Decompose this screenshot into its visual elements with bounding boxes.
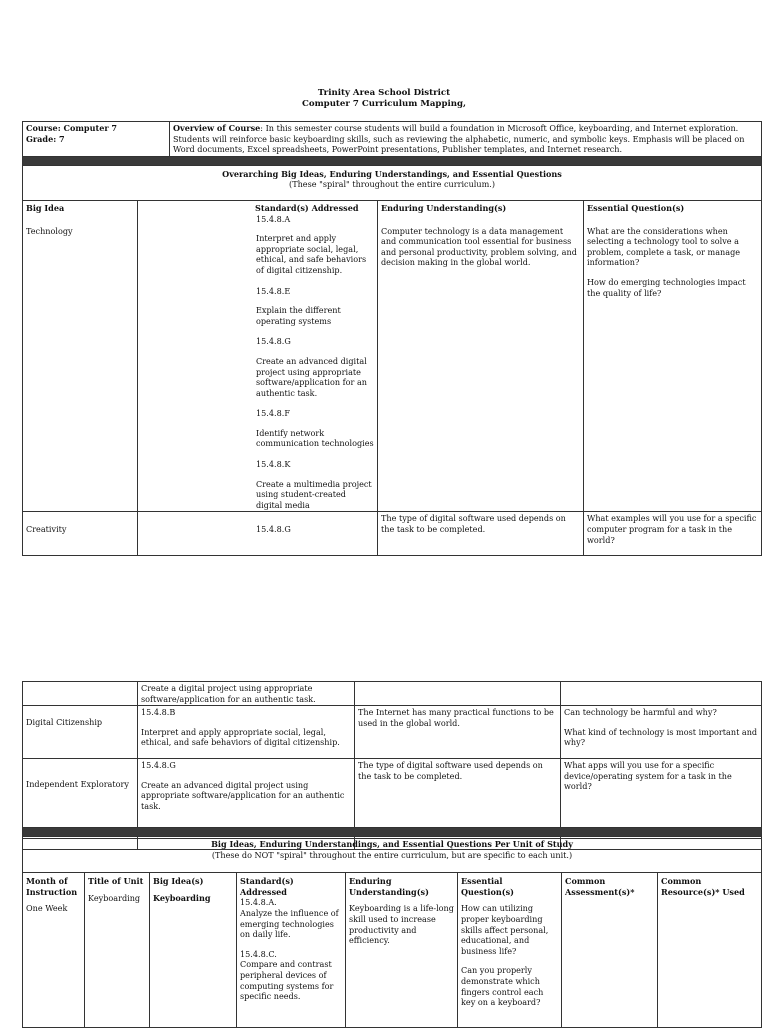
big-idea-digital-citizenship: Digital Citizenship bbox=[23, 706, 138, 759]
unit-title: Keyboarding bbox=[88, 892, 141, 903]
units-row bbox=[23, 873, 762, 1028]
std-code: 15.4.8.F bbox=[256, 408, 290, 419]
big-idea-cell bbox=[23, 200, 138, 511]
overarching-table bbox=[22, 121, 762, 556]
std-text: Interpret and apply appropriate social, legal, ethical, and safe behaviors of digital citizenship. bbox=[256, 233, 367, 275]
question-text: What apps will you use for a specific device/operating system for a task in the world? bbox=[561, 759, 762, 839]
month-cell bbox=[23, 873, 85, 1028]
std-text: Interpret and apply appropriate social, legal, ethical, and safe behaviors of digital citizenship. bbox=[141, 726, 340, 748]
std-text: Create an advanced digital project using appropriate software/application for an authentic task. bbox=[141, 779, 345, 811]
col-enduring: Enduring Understanding(s) bbox=[381, 202, 507, 213]
col-resources: Common Resource(s)* Used bbox=[661, 876, 745, 897]
overview-label: Overview of Course bbox=[173, 123, 261, 133]
course-row bbox=[23, 122, 762, 157]
std-code: 15.4.8.A bbox=[256, 213, 291, 224]
question-text: How can utilizing proper keyboarding skills affect personal, educational, and business life? bbox=[461, 903, 549, 956]
big-idea-technology: Technology bbox=[26, 225, 73, 236]
enduring-cell bbox=[378, 200, 584, 511]
col-assessment: Common Assessment(s)* bbox=[565, 876, 635, 897]
std-text: Create a digital project using appropriate software/application for an authentic task. bbox=[138, 682, 355, 706]
course-overview-cell bbox=[170, 122, 762, 157]
units-subheading: (These do NOT "spiral" throughout the entire curriculum, but are specific to each unit.) bbox=[211, 849, 573, 860]
district-title: Trinity Area School District bbox=[317, 88, 451, 98]
col-standards: Standard(s) Addressed bbox=[255, 202, 359, 213]
std-code: 15.4.8.G bbox=[256, 336, 291, 347]
standards-cell bbox=[237, 873, 346, 1028]
standards-cell bbox=[138, 200, 378, 511]
std-code: 15.4.8.K bbox=[256, 459, 291, 470]
divider-bar bbox=[23, 828, 762, 837]
col-big-idea: Big Idea bbox=[26, 202, 65, 213]
col-standards: Standard(s) Addressed bbox=[240, 876, 294, 897]
technology-row bbox=[23, 200, 762, 511]
empty-cell bbox=[355, 682, 561, 706]
std-code: 15.4.8.B bbox=[141, 707, 176, 718]
std-text: Create a multimedia project using student-created digital media bbox=[256, 478, 372, 510]
question-text: What examples will you use for a specific computer program for a task in the world? bbox=[584, 512, 762, 556]
overarching-heading-row bbox=[23, 165, 762, 200]
units-heading-cell bbox=[23, 837, 762, 873]
question-text: How do emerging technologies impact the quality of life? bbox=[587, 276, 746, 298]
std-code: 15.4.8.G bbox=[138, 512, 378, 556]
col-big-ideas: Big Idea(s) bbox=[153, 876, 204, 887]
std-code: 15.4.8.A. bbox=[240, 897, 277, 908]
col-enduring: Enduring Understanding(s) bbox=[349, 876, 429, 897]
questions-cell bbox=[584, 200, 762, 511]
overarching-table-continued bbox=[22, 681, 762, 850]
enduring-text: The type of digital software used depends on the task to be completed. bbox=[355, 759, 561, 839]
continued-row bbox=[23, 682, 762, 706]
enduring-text: Computer technology is a data management and communication tool essential for business and personal productivity, problem solving, and decision making in the global world. bbox=[381, 225, 577, 268]
std-text: Identify network communication technologies bbox=[256, 427, 374, 449]
course-label: Course: Computer 7 bbox=[26, 123, 118, 133]
questions-cell bbox=[561, 706, 762, 759]
big-idea-independent: Independent Exploratory bbox=[23, 759, 138, 839]
questions-cell bbox=[458, 873, 562, 1028]
unit-big-idea: Keyboarding bbox=[153, 892, 211, 903]
enduring-text: The type of digital software used depends on the task to be completed. bbox=[378, 512, 584, 556]
empty-cell bbox=[23, 682, 138, 706]
grade-label: Grade: 7 bbox=[26, 133, 65, 144]
overarching-heading: Overarching Big Ideas, Enduring Understandings, and Essential Questions bbox=[222, 168, 562, 179]
big-idea-creativity: Creativity bbox=[23, 512, 138, 556]
col-questions: Essential Question(s) bbox=[587, 202, 685, 213]
col-questions: Essential Question(s) bbox=[461, 876, 514, 897]
enduring-cell bbox=[346, 873, 458, 1028]
assessment-cell bbox=[562, 873, 658, 1028]
unit-month: One Week bbox=[26, 903, 68, 914]
overarching-heading-cell bbox=[23, 165, 762, 200]
question-text: Can you properly demonstrate which fingers control each key on a keyboard? bbox=[461, 965, 544, 1008]
digital-citizenship-row bbox=[23, 706, 762, 759]
standards-cell bbox=[138, 706, 355, 759]
question-text: What kind of technology is most important and why? bbox=[564, 726, 758, 748]
overarching-subheading: (These "spiral" throughout the entire curriculum.) bbox=[289, 179, 495, 190]
empty-cell bbox=[561, 682, 762, 706]
std-code: 15.4.8.C. bbox=[240, 948, 277, 959]
big-ideas-cell bbox=[150, 873, 237, 1028]
col-title: Title of Unit bbox=[88, 876, 144, 887]
document-title: Computer 7 Curriculum Mapping, bbox=[302, 99, 466, 109]
units-heading-row bbox=[23, 837, 762, 873]
std-code: 15.4.8.G bbox=[141, 760, 176, 771]
std-text: Explain the different operating systems bbox=[256, 305, 341, 326]
enduring-text: The Internet has many practical functions to be used in the global world. bbox=[355, 706, 561, 759]
overview-text: : In this semester course students will build a foundation in Microsoft Office, keyboarding, and Internet exploration. Students will reinforce basic keyboarding skills, such as reviewing the alphabetic, numeric, and symbolic keys. Emphasis will be placed on Word documents, Excel spreadsheets, PowerPoint presentations, Publisher templates, and Internet research. bbox=[173, 123, 745, 155]
std-text: Create an advanced digital project using appropriate software/application for an authentic task. bbox=[256, 355, 367, 398]
course-info-cell bbox=[23, 122, 170, 157]
units-table bbox=[22, 827, 762, 1028]
std-code: 15.4.8.E bbox=[256, 285, 291, 296]
std-text: Compare and contrast peripheral devices of computing systems for specific needs. bbox=[240, 959, 334, 1002]
resources-cell bbox=[658, 873, 762, 1028]
std-text: Analyze the influence of emerging technologies on daily life. bbox=[240, 907, 339, 940]
divider-bar bbox=[23, 156, 762, 165]
creativity-row bbox=[23, 512, 762, 556]
question-text: What are the considerations when selecting a technology tool to solve a problem, complete a task, or manage information? bbox=[587, 225, 741, 268]
units-heading: Big Ideas, Enduring Understandings, and Essential Questions Per Unit of Study bbox=[211, 839, 573, 849]
col-month: Month of Instruction bbox=[26, 876, 78, 897]
title-cell bbox=[85, 873, 150, 1028]
enduring-text: Keyboarding is a life-long skill used to increase productivity and efficiency. bbox=[349, 903, 454, 946]
question-text: Can technology be harmful and why? bbox=[564, 707, 717, 718]
